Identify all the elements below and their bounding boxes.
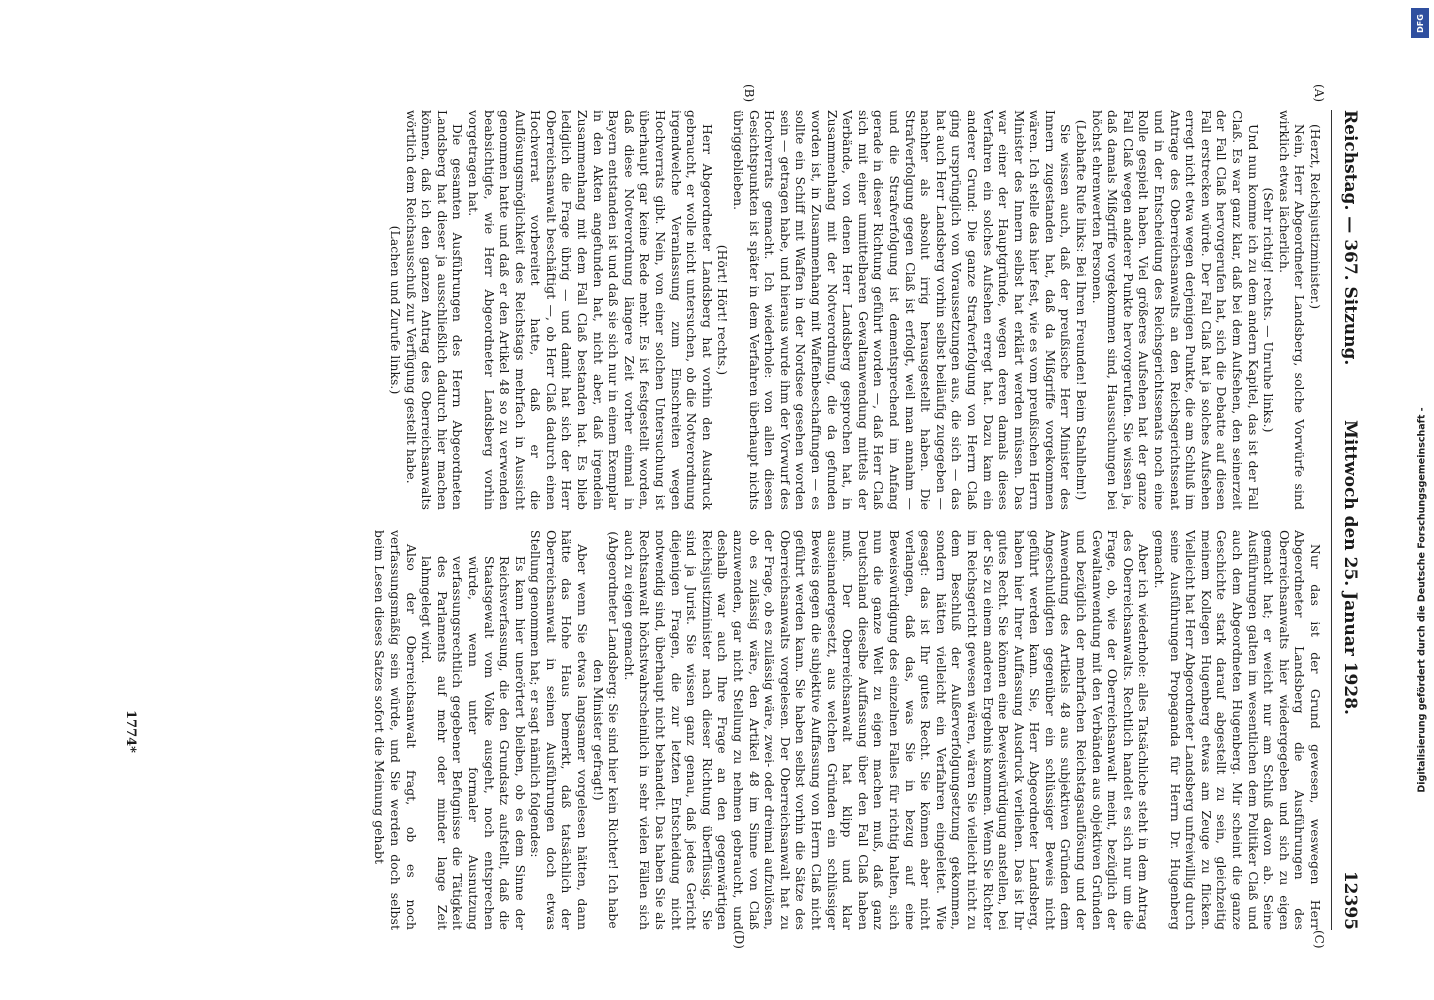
- paragraph: Die gesamten Ausführungen des Herrn Abgeordneten Landsberg hat dieser ja ausschließlich dadurch hier machen können, daß ich den ganzen Antrag des Oberreichsanwalts wörtlich dem Reichsausschuß zur Verfügung gestellt habe.: [403, 110, 465, 510]
- margin-marker-d: (D): [732, 930, 746, 949]
- paragraph: Nur das ist der Grund gewesen, weswegen Herr Abgeordneter Landsberg die Ausführungen des Oberreichsanwalts hier wiedergegeben und sich zu eigen gemacht hat; er weicht nur am Schluß davon ab. Seine Ausführungen galten im wesentlichen dem Politiker Claß und auch dem Abgeordneten Hugenberg. Mir scheint die ganze Geschichte stark darauf abgestellt zu sein, gleichzeitig meinem Kollegen Hugenberg etwas am Zeuge zu flicken. Vielleicht hat Herr Abgeordneter Landsberg unfreiwillig durch seine Ausführungen Propaganda für Herrn Dr. Hugenberg gemacht.: [1152, 530, 1322, 930]
- margin-marker-c: (C): [1312, 930, 1326, 949]
- interjection: (Sehr richtig! rechts. — Unruhe links.): [1261, 187, 1276, 433]
- digitization-credit-strip: [1408, 0, 1434, 1000]
- running-header: [1332, 90, 1366, 950]
- paragraph: Nein, Herr Abgeordneter Landsberg, solche Vorwürfe sind wirklich etwas lächerlich.: [1276, 110, 1307, 510]
- header-page-number: 12395: [1340, 870, 1360, 930]
- paragraph: Aber wenn Sie etwas langsamer vorgelesen hätten, dann hätte das Hohe Haus bemerkt, daß tatsächlich der Oberreichsanwalt in seinen Ausführungen doch etwas Stellung genommen hat; er sagt nämlich folgendes:: [528, 530, 590, 930]
- signature-mark: 1774*: [123, 710, 138, 753]
- dfg-logo: DFG: [1411, 8, 1429, 38]
- paragraph: Herr Abgeordneter Landsberg hat vorhin den Ausdruck gebraucht, er wolle nicht untersuchen, ob die Notverordnung irgendwelche Veranlassung zum Einschreiten wegen Hochverrats gibt. Nein, von einer solchen Untersuchung ist überhaupt gar keine Rede mehr. Es ist festgestellt worden, daß diese Notverordnung längere Zeit vorher einmal in Bayern entstanden ist und daß sie sich nur in einem Exemplar in den Akten angefunden hat, nicht aber, daß irgendein Zusammenhang mit dem Fall Claß bestanden hat. Es blieb lediglich die Frage übrig — und damit hat sich der Herr Oberreichsanwalt beschäftigt —, ob Herr Claß dadurch einen Hochverrat vorbereitet hatte, daß er die Auflösungsmöglichkeit des Reichstags mehrfach in Aussicht genommen hatte und daß er den Artikel 48 so zu verwenden beabsichtigte, wie Herr Abgeordneter Landsberg vorhin vorgetragen hat.: [465, 110, 714, 510]
- interjection: (Lachen und Zurufe links.): [387, 225, 402, 395]
- rotated-newspaper-page: [116, 84, 1366, 950]
- margin-marker-b: (B): [742, 84, 756, 103]
- paragraph: Sie wissen auch, daß der preußische Herr Minister des Innern zugestanden hat, daß da Mißgriffe vorgekommen wären. Ich stelle das hier fest, wie es vom preußischen Herrn Minister des Innern selbst hat erklärt werden müssen. Das war einer der Hauptgründe, wegen deren damals dieses Verfahren ein solches Aufsehen erregt hat. Dazu kam ein anderer Grund: Die ganze Strafverfolgung von Herrn Claß ging ursprünglich von Voraussetzungen aus, die sich — das hat auch Herr Landsberg vorhin selbst beiläufig zugegeben — nachher als absolut irrig herausgestellt haben. Die Strafverfolgung gegen Claß ist erfolgt, weil man annahm — und die Strafverfolgung ist dementsprechend im Anfang gerade in dieser Richtung geführt worden —, daß Herr Claß sich mit einer unmittelbaren Gewaltanwendung mittels der Verbände, von denen Herr Landsberg gesprochen hat, in Zusammenhang mit der Notverordnung, die da gefunden worden ist, in Zusammenhang mit Waffenbeschaffungen — es sollte ein Schiff mit Waffen in der Nordsee gesehen worden sein — getragen habe, und hieraus wurde ihm der Vorwurf des Hochverrats gemacht. Ich wiederhole: von allen diesen Gesichtspunkten ist später in dem Verfahren überhaupt nichts übriggeblieben.: [731, 110, 1073, 510]
- header-rule: [1331, 110, 1332, 930]
- header-session: Reichstag. — 367. Sitzung.: [1340, 110, 1360, 366]
- paragraph: Und nun komme ich zu dem andern Kapitel, das ist der Fall Claß. Es war ganz klar, daß bei dem Aufsehen, den seinerzeit der Fall Claß hervorgerufen hat, sich die Debatte auf diesen Fall erstrecken würde. Der Fall Claß hat ja solches Aufsehen erregt nicht etwa wegen derjenigen Punkte, die am Schluß im Antrage des Oberreichsanwalts an den Reichsgerichtssenat und in der Entscheidung des Reichsgerichtssenats noch eine Rolle gespielt haben. Viel größeres Aufsehen hat der ganze Fall Claß wegen anderer Punkte hervorgerufen. Sie wissen ja, daß damals Mißgriffe vorgekommen sind, Haussuchungen bei höchst ehrenwerten Personen.: [1089, 110, 1260, 510]
- interjection: (Abgeordneter Landsberg: Sie sind hier kein Richter! Ich habe den Minister gefragt!): [590, 531, 621, 929]
- interjection: (Lebhafte Rufe links: Bei Ihren Freunden! Beim Stahlhelm!): [1074, 119, 1089, 501]
- paragraph: Also der Oberreichsanwalt fragt, ob es noch verfassungsmäßig sein würde, und Sie werden doch selbst beim Lesen dieses Satzes sofort die Meinung gehabt: [372, 530, 418, 930]
- paragraph: Aber ich wiederhole: alles Tatsächliche steht in dem Antrag des Oberreichsanwalts. Rechtlich handelt es sich nur um die Frage, ob, wie der Oberreichsanwalt meint, bezüglich der Gewaltanwendung mit den Verbänden aus objektiven Gründen und bezüglich der mehrfachen Reichstagsauflösung und der Anwendung des Artikels 48 aus subjektiven Gründen dem Angeschuldigten gegenüber ein schlüssiger Beweis nicht geführt werden kann. Sie, Herr Abgeordneter Landsberg, haben hier Ihrer Auffassung Ausdruck verliehen. Das ist Ihr gutes Recht. Sie können eine Beweiswürdigung anstellen, bei der Sie zu einem anderen Ergebnis kommen. Wenn Sie Richter im Reichsgericht gewesen wären, wären Sie vielleicht nicht zu dem Beschluß der Außerverfolgungsetzung gekommen, sondern hätten vielleicht ein Verfahren eingeleitet. Wie gesagt: das ist Ihr gutes Recht. Sie können aber nicht verlangen, daß das, was Sie in bezug auf eine Beweiswürdigung des einzelnen Falles für richtig halten, sich nun die ganze Welt zu eigen machen muß, daß ganz Deutschland dieselbe Auffassung über den Fall Claß haben muß. Der Oberreichsanwalt hat klipp und klar auseinandergesetzt, aus welchen Gründen ein schlüssiger Beweis gegen die subjektive Auffassung von Herrn Claß nicht geführt werden kann. Sie haben selbst vorhin die Sätze des Oberreichsanwalts vorgelesen. Der Oberreichsanwalt hat zu der Frage, ob es zulässig wäre, zwei- oder dreimal aufzulösen, ob es zulässig wäre, den Artikel 48 im Sinne von Claß anzuwenden, gar nicht Stellung zu nehmen gebraucht, und deshalb war auch Ihre Frage an den gegenwärtigen Reichsjustizminister nach dieser Richtung überflüssig. Sie sind ja Jurist. Sie wissen ganz genau, daß jedes Gericht diejenigen Fragen, die zur letzten Entscheidung nicht notwendig sind, überhaupt nicht behandelt. Das haben Sie als Rechtsanwalt höchstwahrscheinlich in sehr vielen Fällen sich auch zu eigen gemacht.: [621, 530, 1151, 930]
- paragraph: (Herzt, Reichsjustizminister.): [1308, 124, 1322, 310]
- header-date: Mittwoch den 25. Januar 1928.: [1340, 420, 1360, 715]
- interjection: (Hört! Hört! rechts.): [715, 244, 730, 376]
- text-column-right: [142, 530, 1322, 930]
- quotation: Es kann hier unerörtert bleiben, ob es dem Sinne der Reichsverfassung, die den Grundsatz aufstellt, daß die Staatsgewalt vom Volke ausgeht, noch entsprechen würde, wenn unter formaler Ausnutzung verfassungsrechtlich gegebener Befugnisse die Tätigkeit des Parlaments auf mehr oder minder lange Zeit lahmgelegt wird.: [419, 556, 527, 930]
- margin-marker-a: (A): [1312, 84, 1326, 103]
- digitization-credit-text: Digitalisierung gefördert durch die Deutsche Forschungsgemeinschaft -: [1416, 407, 1428, 793]
- text-column-left: [142, 110, 1322, 510]
